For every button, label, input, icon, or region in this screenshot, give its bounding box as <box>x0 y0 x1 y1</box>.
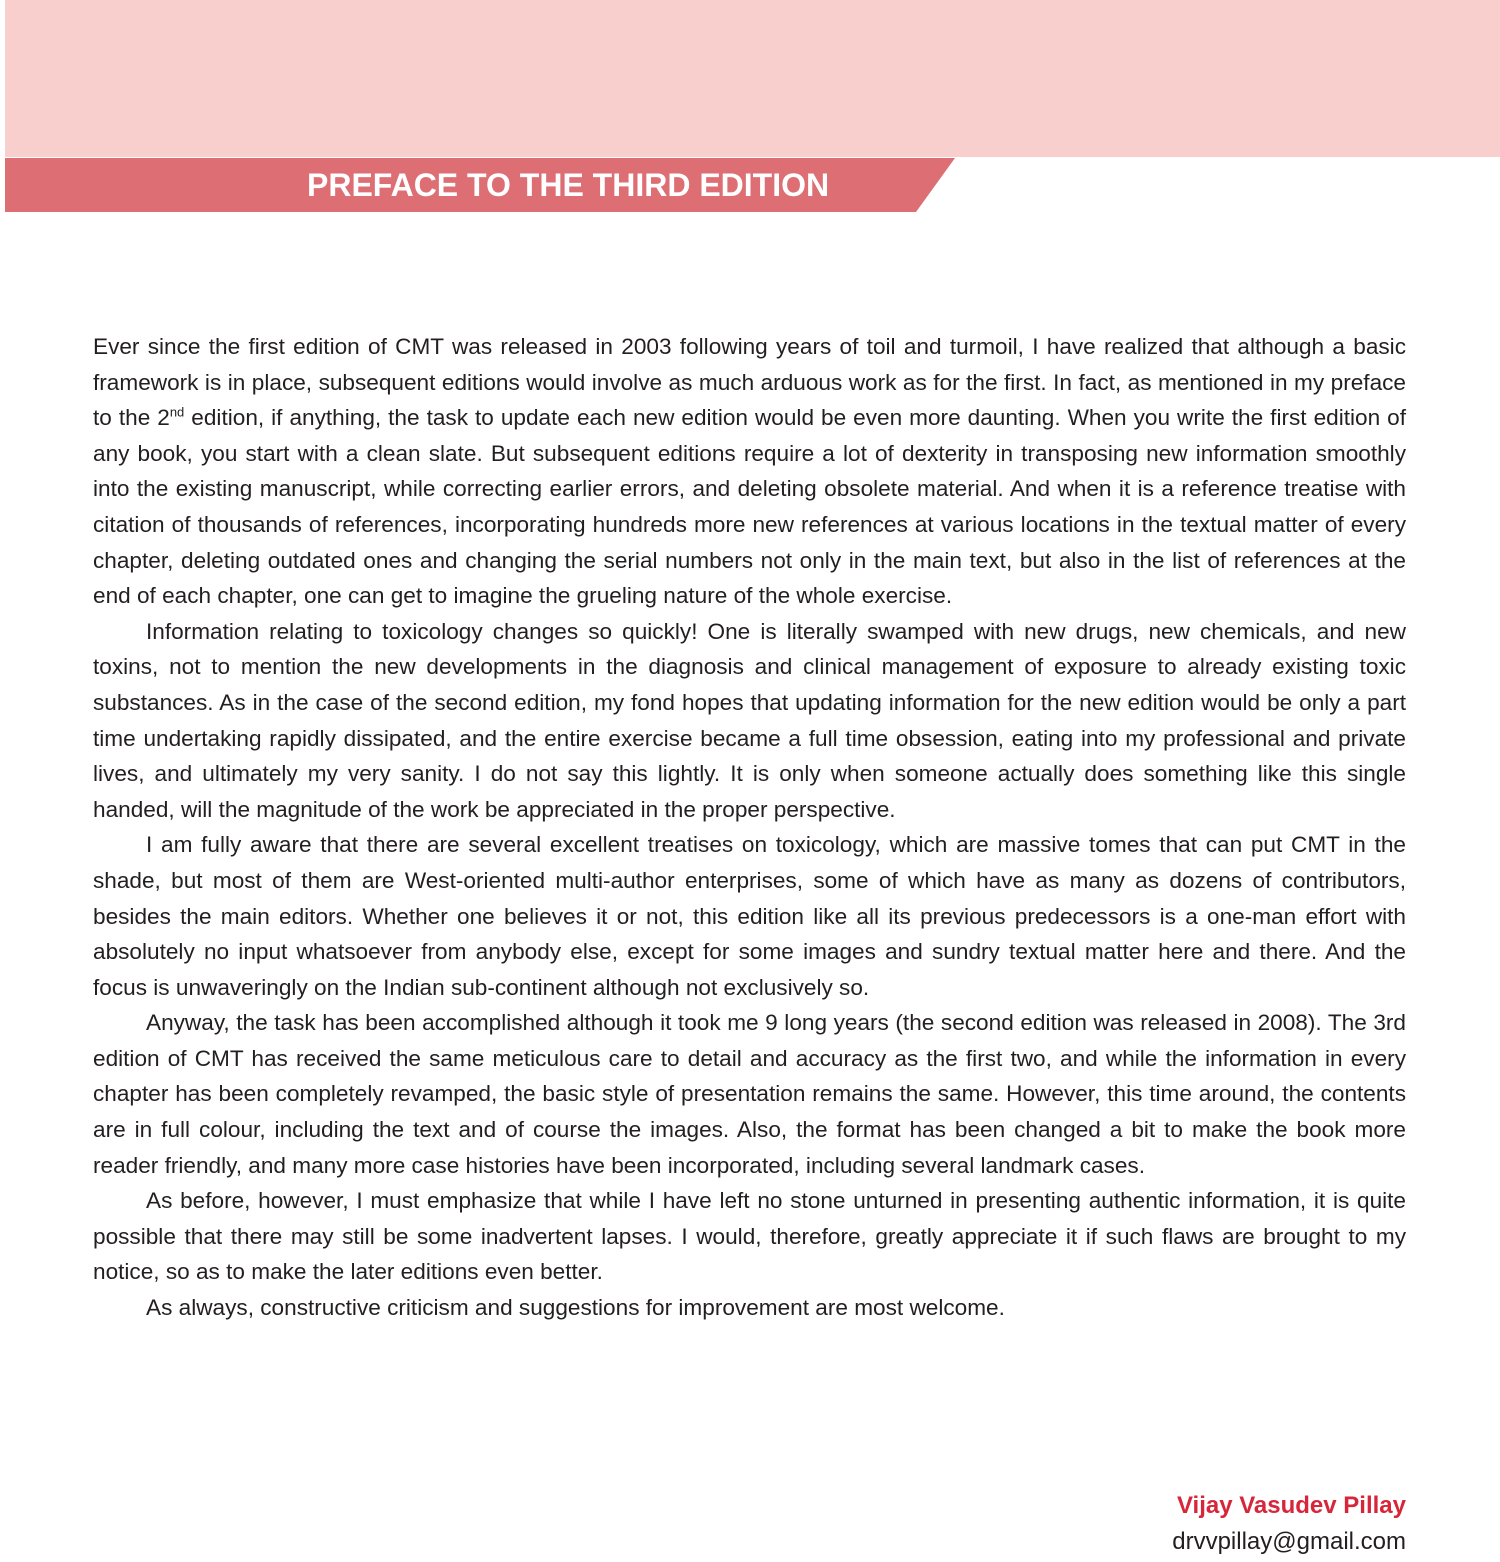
paragraph-6: As always, constructive criticism and suggestions for improvement are most welcome. <box>146 1295 1005 1321</box>
paragraph-1-text-b: edition, if anything, the task to update each new edition would be even more daunting. When you write the first edition of any book, you start with a clean slate. But subsequent editions require a lot of dexterity in transposing new information smoothly into the existing manuscript, while correcting earlier errors, and deleting obsolete material. And when it is a reference treatise with citation of thousands of references, incorporating hundreds more new references at various locations in the textual matter of every chapter, deleting outdated ones and changing the serial numbers not only in the main text, but also in the list of references at the end of each chapter, one can get to imagine the grueling nature of the whole exercise. <box>93 405 1406 609</box>
signature-block <box>1172 1488 1406 1560</box>
paragraph-2: Information relating to toxicology changes so quickly! One is literally swamped with new drugs, new chemicals, and new toxins, not to mention the new developments in the diagnosis and clinical management of exposure to already existing toxic substances. As in the case of the second edition, my fond hopes that updating information for the new edition would be only a part time undertaking rapidly dissipated, and the entire exercise became a full time obsession, eating into my professional and private lives, and ultimately my very sanity. I do not say this lightly. It is only when someone actually does something like this single handed, will the magnitude of the work be appreciated in the proper perspective. <box>93 618 1406 822</box>
paragraph-1-text-a: Ever since the first edition of CMT was released in 2003 following years of toil and turmoil, I have realized that although a basic framework is in place, subsequent editions would involve as much arduous work as for the first. In fact, as mentioned in my preface to the 2 <box>93 334 1406 431</box>
header-band <box>5 0 1500 157</box>
page-title: PREFACE TO THE THIRD EDITION <box>307 167 830 203</box>
superscript-ordinal: nd <box>169 404 185 420</box>
paragraph-4: Anyway, the task has been accomplished although it took me 9 long years (the second edition was released in 2008). The 3rd edition of CMT has received the same meticulous care to detail and accuracy as the first two, and while the information in every chapter has been completely revamped, the basic style of presentation remains the same. However, this time around, the contents are in full colour, including the text and of course the images. Also, the format has been changed a bit to make the book more reader friendly, and many more case histories have been incorporated, including several landmark cases. <box>93 1010 1406 1178</box>
paragraph-5: As before, however, I must emphasize that while I have left no stone unturned in presenting authentic information, it is quite possible that there may still be some inadvertent lapses. I would, therefore, greatly appreciate it if such flaws are brought to my notice, so as to make the later editions even better. <box>93 1188 1406 1285</box>
author-email: drvvpillay@gmail.com <box>1172 1528 1406 1555</box>
author-name: Vijay Vasudev Pillay <box>1176 1492 1406 1519</box>
paragraph-3: I am fully aware that there are several excellent treatises on toxicology, which are massive tomes that can put CMT in the shade, but most of them are West-oriented multi-author enterprises, some of which have as many as dozens of contributors, besides the main editors. Whether one believes it or not, this edition like all its previous predecessors is a one-man effort with absolutely no input whatsoever from anybody else, except for some images and sundry textual matter here and there. And the focus is unwaveringly on the Indian sub-continent although not exclusively so. <box>93 832 1406 1000</box>
paragraph-1 <box>93 329 1406 614</box>
preface-body <box>93 329 1406 1326</box>
